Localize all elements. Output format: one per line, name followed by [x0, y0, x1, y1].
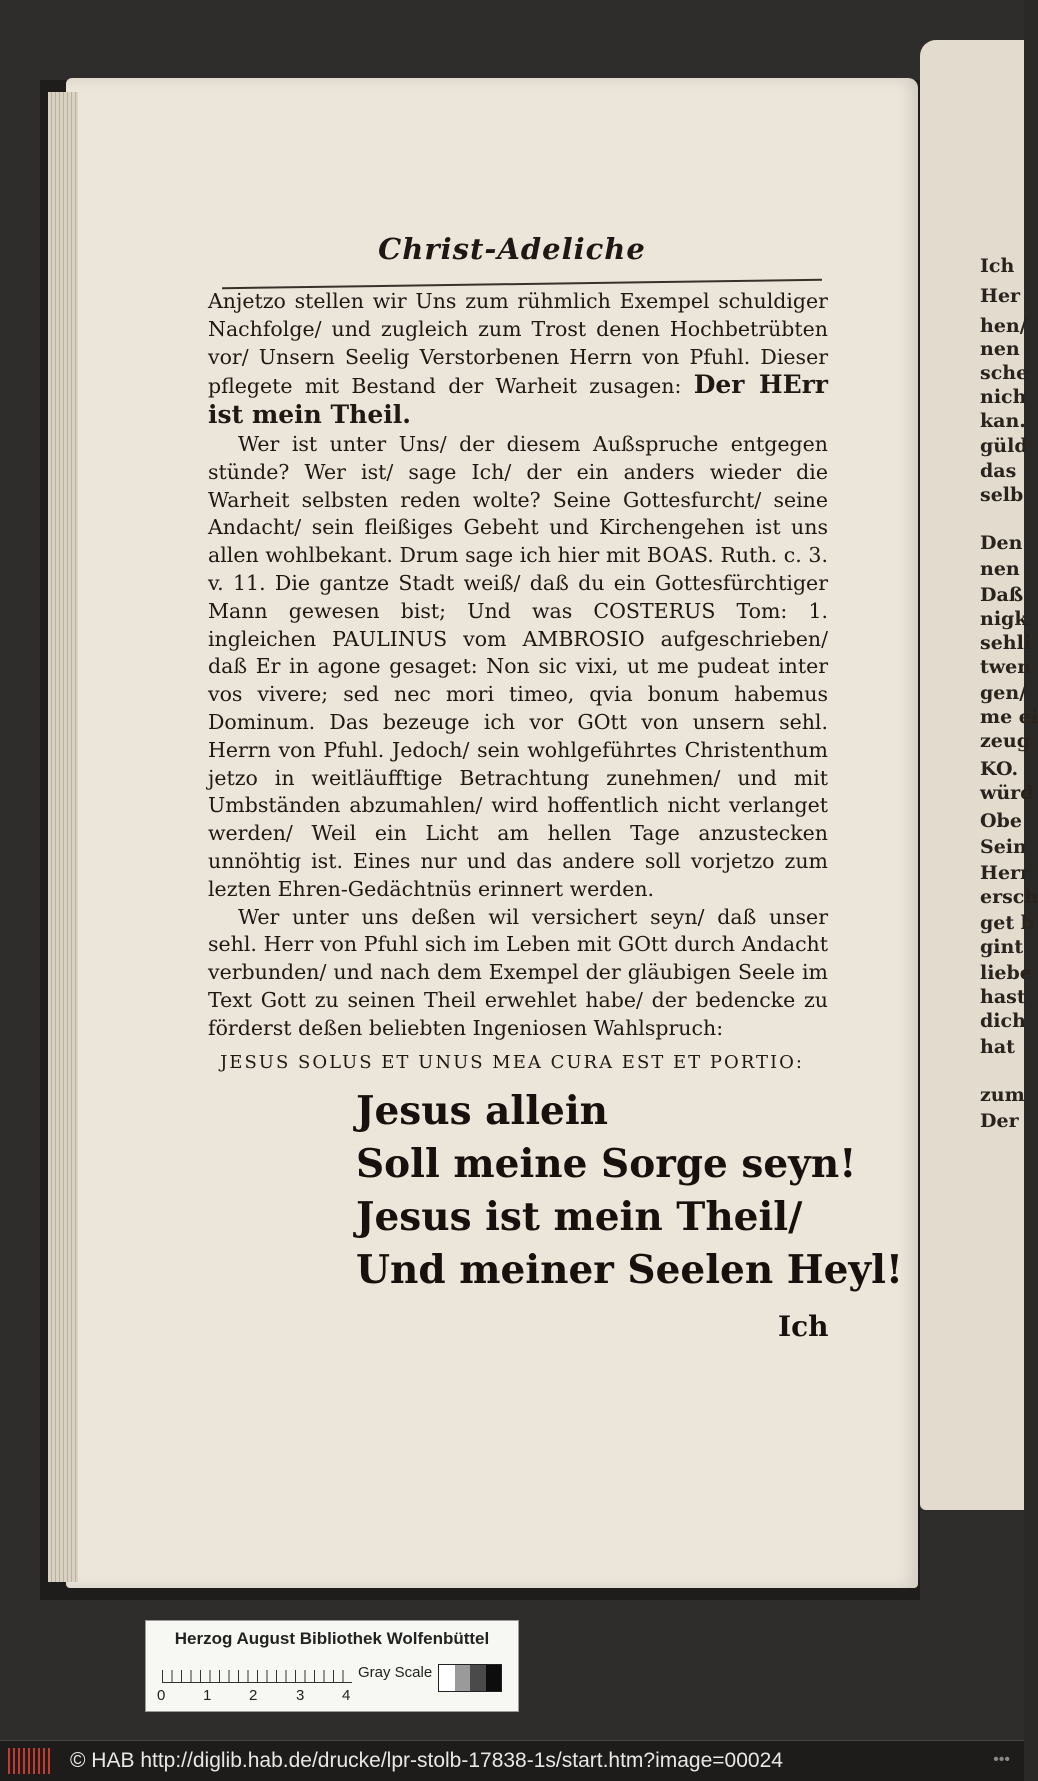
verse-line-3: Jesus ist mein Theil/ — [356, 1194, 803, 1240]
next-page-fragment: selb — [980, 484, 1024, 506]
next-page-fragment: Den — [980, 532, 1023, 554]
next-page-fragment: nigk — [980, 608, 1028, 630]
body-text — [208, 288, 828, 1043]
verse-line-4: Und meiner Seelen Heyl! — [356, 1247, 904, 1293]
paragraph-1-text: Anjetzo stellen wir Uns zum rühmlich Exempel schuldiger Nachfolge/ und zugleich zum Trost denen Hochbetrübten vor/ Unsern Seelig Verstorbenen Herrn von Pfuhl. Dieser pflegete mit Bestand der Warheit zusagen: — [208, 289, 828, 399]
gray-scale-label: Gray Scale — [358, 1664, 433, 1681]
library-name: Herzog August Bibliothek Wolfenbüttel — [174, 1629, 490, 1648]
scale-ruler — [162, 1662, 352, 1683]
next-page-fragment: zum — [980, 1084, 1025, 1106]
next-page-fragment: Obe — [980, 810, 1022, 832]
next-page-fragment: würd — [980, 782, 1034, 804]
next-page-fragment: gen/ — [980, 682, 1027, 704]
color-calibration-card — [145, 1620, 519, 1712]
next-page-fragment: dich — [980, 1010, 1026, 1032]
next-page-fragment: Herr — [980, 862, 1031, 884]
next-page-fragment: Daß — [980, 584, 1024, 606]
gray-swatch — [470, 1665, 486, 1691]
next-page-fragment: liebe — [980, 962, 1032, 984]
next-page-fragment: ersch — [980, 886, 1038, 908]
next-page-fragment: me ei — [980, 706, 1038, 728]
page-edges — [48, 92, 78, 1582]
ruler-label: 3 — [296, 1687, 305, 1704]
footer-bar — [0, 1740, 1024, 1781]
next-page-fragment: das — [980, 460, 1017, 482]
paragraph-2: Wer ist unter Uns/ der diesem Außspruche entgegen stünde? Wer ist/ sage Ich/ der ein anders wieder die Warheit selbsten reden wolte? Seine Gottesfurcht/ seine Andacht/ sein fleißiges Gebeht und Kirchengehen ist uns allen wohlbekant. Drum sage ich hier mit BOAS. Ruth. c. 3. v. 11. Die gantze Stadt weiß/ daß du ein Gottesfürchtiger Mann gewesen bist; Und was COSTERUS Tom: 1. ingleichen PAULINUS vom AMBROSIO aufgeschrieben/ daß Er in agone gesaget: Non sic vixi, ut me pudeat inter vos vivere; sed nec mori timeo, qvia bonum habemus Dominum. Das bezeuge ich vor GOtt von unsern sehl. Herrn von Pfuhl. Jedoch/ sein wohlgeführtes Christenthum jetzo in weitläufftige Betrachtung zunehmen/ und mit Umbständen abzumahlen/ wird hoffentlich nicht verlanget werden/ Weil ein Licht am hellen Tage anzustecken unnöhtig ist. Eines nur und das andere soll vorjetzo zum lezten Ehren-Gedächtnüs erinnert werden. — [208, 431, 828, 901]
next-page-fragment: zeug — [980, 730, 1030, 752]
verse-line-2: Soll meine Sorge seyn! — [356, 1141, 857, 1187]
ruler-label: 1 — [203, 1687, 212, 1704]
next-page-fragment: Der — [980, 1110, 1019, 1132]
page-header-title: Christ-Adeliche — [378, 232, 646, 266]
verse-line-1: Jesus allein — [356, 1088, 608, 1134]
next-page-fragment: hat — [980, 1036, 1015, 1058]
latin-motto: JESUS SOLUS ET UNUS MEA CURA EST ET PORTIO: — [220, 1052, 804, 1073]
next-page-fragment: get b — [980, 912, 1035, 934]
next-page-fragment: Her — [980, 285, 1021, 307]
next-page-fragment: sehli — [980, 632, 1032, 654]
next-page-fragment: KO. — [980, 758, 1019, 780]
paragraph-1-emphasis: Der HErr ist mein Theil. — [208, 370, 828, 430]
ruler-label: 4 — [342, 1687, 351, 1704]
next-page-fragment: hen/ — [980, 315, 1027, 337]
gray-swatch — [455, 1665, 471, 1691]
next-page-fragment: güld — [980, 435, 1028, 457]
next-page-fragment: Sein — [980, 836, 1027, 858]
paragraph-1 — [208, 288, 828, 431]
next-page-fragment: gint — [980, 936, 1024, 958]
ruler-label: 0 — [157, 1687, 166, 1704]
catchword: Ich — [778, 1310, 829, 1343]
next-page-fragment: nen — [980, 338, 1020, 360]
next-page-fragment: hast — [980, 986, 1026, 1008]
barcode-icon — [8, 1748, 52, 1774]
gray-swatch — [486, 1665, 502, 1691]
ruler-label: 2 — [249, 1687, 258, 1704]
next-page-fragment: nich — [980, 386, 1027, 408]
gray-swatches — [438, 1664, 502, 1692]
next-page-fragment: twen — [980, 656, 1032, 678]
next-page-fragment: Ich — [980, 255, 1015, 277]
paragraph-3: Wer unter uns deßen wil versichert seyn/ daß unser sehl. Herr von Pfuhl sich im Leben mit GOtt durch Andacht verbunden/ und nach dem Exempel der gläubigen Seele im Text Gott zu seinen Theil erwehlet habe/ der bedencke zu förderst deßen beliebten Ingeniosen Wahlspruch: — [208, 904, 828, 1040]
ruler-labels — [157, 1687, 377, 1705]
more-icon[interactable]: ••• — [993, 1751, 1010, 1768]
next-page-fragment: kan. — [980, 410, 1026, 432]
footer-url[interactable]: © HAB http://diglib.hab.de/drucke/lpr-stolb-17838-1s/start.htm?image=00024 — [70, 1749, 783, 1772]
gray-swatch — [439, 1665, 455, 1691]
next-page-fragment: nen — [980, 558, 1020, 580]
next-page-fragment: sche — [980, 362, 1029, 384]
